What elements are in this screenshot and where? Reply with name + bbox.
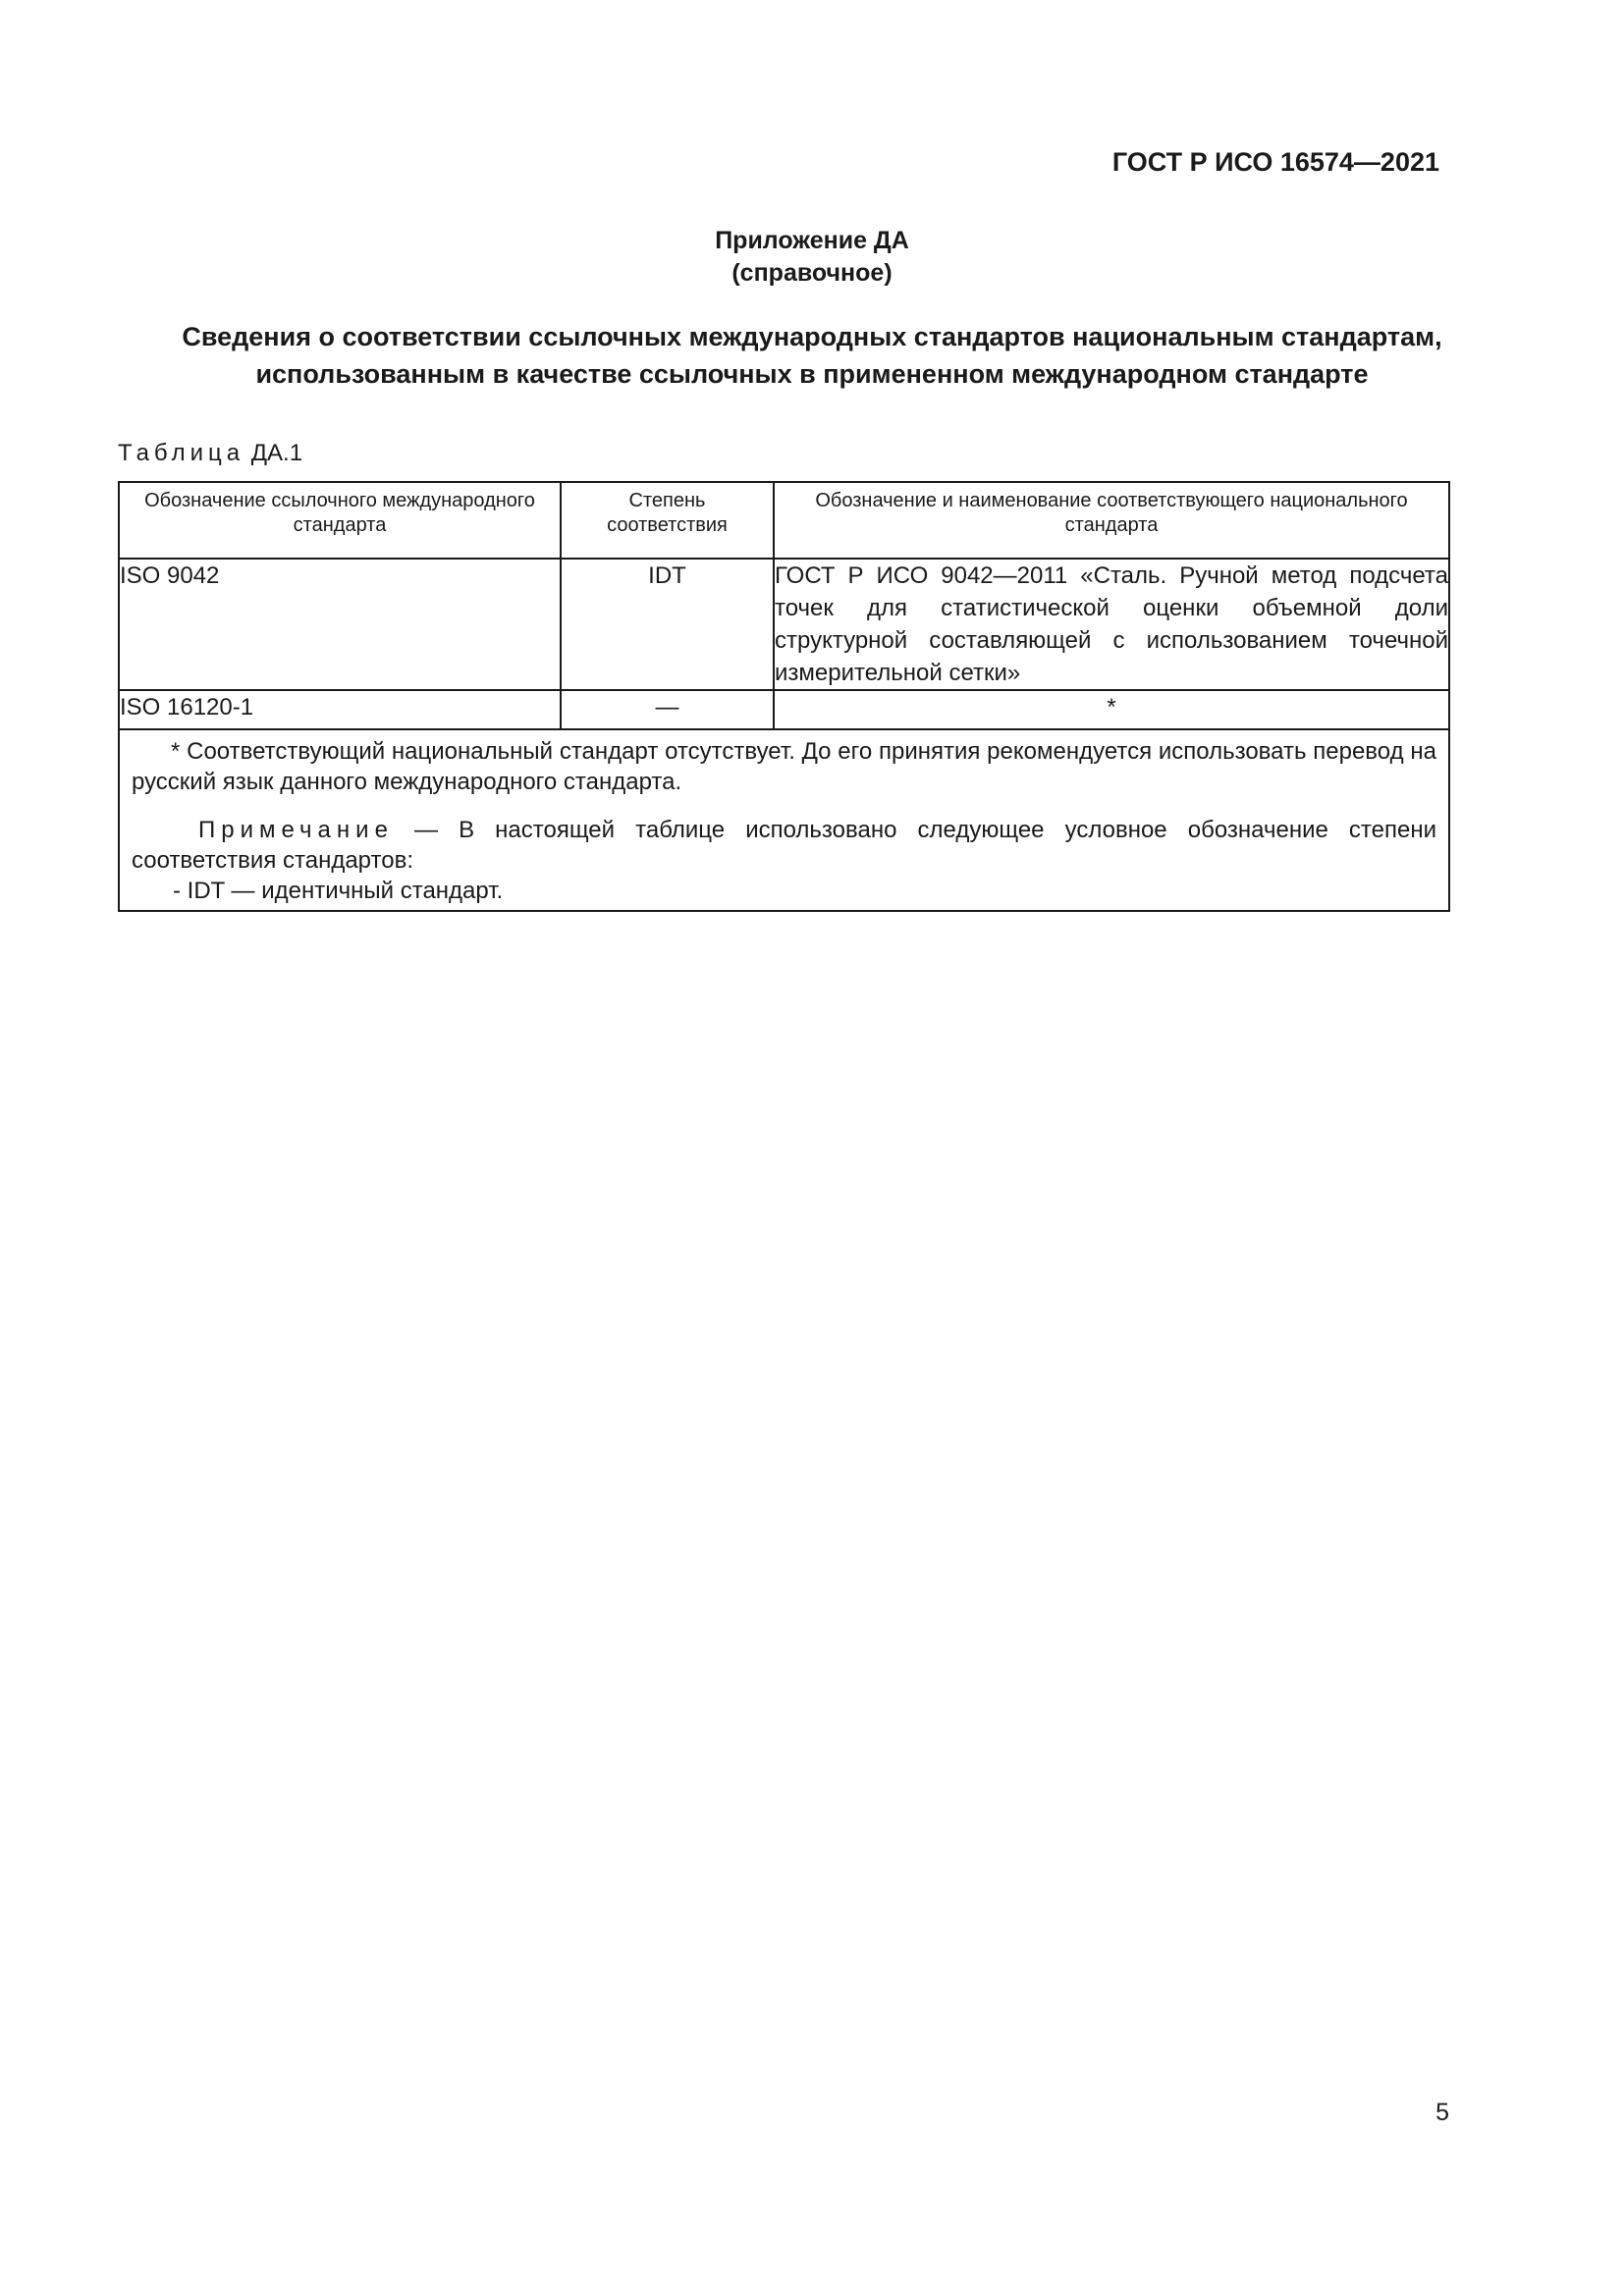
table-caption-word: Таблица [118, 440, 245, 466]
correspondence-table [118, 481, 1450, 912]
national-standard-cell: * [774, 690, 1449, 729]
table-caption [118, 440, 302, 467]
table-notes-row [119, 729, 1449, 911]
table-header-row [119, 482, 1449, 559]
table-notes-cell [119, 729, 1449, 911]
section-title-line-2: использованным в качестве ссылочных в примененном международном стандарте [255, 359, 1369, 389]
table-row [119, 690, 1449, 729]
note-item: - IDT — идентичный стандарт. [173, 878, 504, 904]
table-row [119, 559, 1449, 690]
annex-type: (справочное) [731, 259, 893, 287]
table-note [132, 815, 1436, 876]
note-text: — В настоящей таблице использовано следующее условное обозначение степени соответствия стандартов: [132, 817, 1436, 874]
reference-standard-cell: ISO 9042 [119, 559, 561, 690]
national-standard-cell: ГОСТ Р ИСО 9042—2011 «Сталь. Ручной метод подсчета точек для статистической оценки объемной доли структурной составляющей с использованием точечной измерительной сетки» [774, 559, 1449, 690]
table-footnote: * Соответствующий национальный стандарт отсутствует. До его принятия рекомендуется использовать перевод на русский язык данного международного стандарта. [132, 738, 1436, 795]
annex-heading [0, 225, 1624, 290]
column-header-reference-standard: Обозначение ссылочного международного стандарта [119, 482, 561, 559]
annex-title: Приложение ДА [715, 227, 909, 254]
document-code: ГОСТ Р ИСО 16574—2021 [1111, 147, 1439, 177]
note-label: Примечание [198, 817, 394, 843]
section-title-line-1: Сведения о соответствии ссылочных международных стандартов национальным стандартам, [182, 322, 1442, 351]
section-title [0, 318, 1624, 393]
reference-standard-cell: ISO 16120-1 [119, 690, 561, 729]
column-header-national-standard: Обозначение и наименование соответствующего национального стандарта [774, 482, 1449, 559]
page-number: 5 [1435, 2099, 1449, 2126]
degree-cell: — [561, 690, 774, 729]
column-header-degree: Степень соответствия [561, 482, 774, 559]
table-caption-number: ДА.1 [250, 440, 303, 466]
degree-cell: IDT [561, 559, 774, 690]
